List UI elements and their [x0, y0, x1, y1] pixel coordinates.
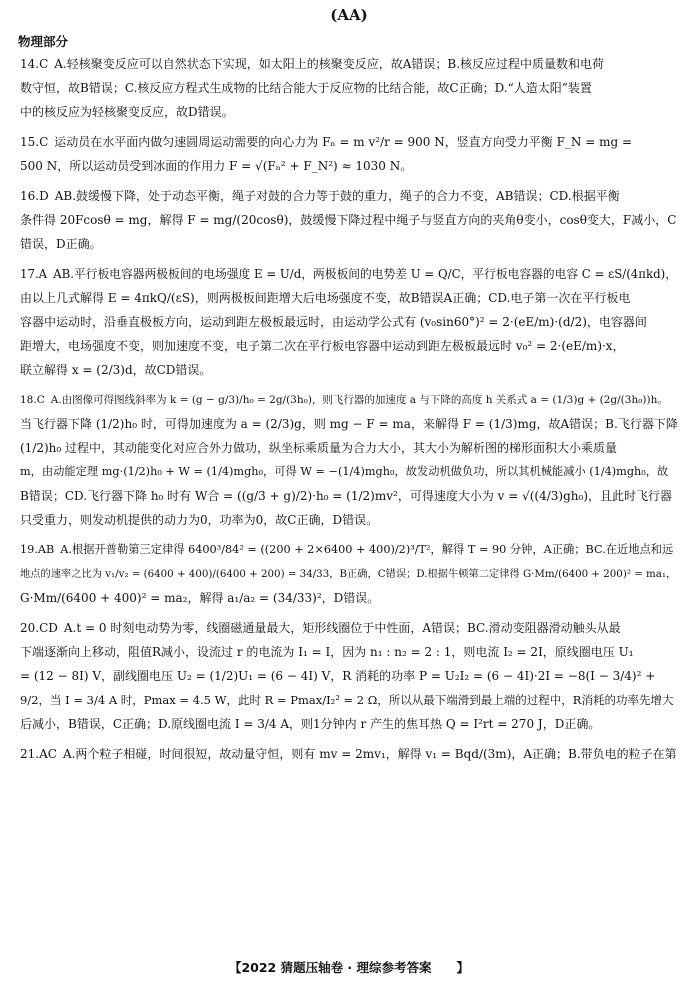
answer-text: A.t = 0 时刻电动势为零，线圈磁通量最大，矩形线圈位于中性面，A错误；BC.滑动变阻器滑动触头从最 [63, 621, 621, 635]
answer-line: G·Mm/(6400 + 400)² = ma₂，解得 a₁/a₂ = (34/33)²，D错误。 [20, 591, 380, 605]
answer-line: 容器中运动时，沿垂直极板方向，运动到距左极板最远时，由运动学公式有 (v₀sin60°)² = 2·(eE/m)·(d/2)，电容器间 [20, 315, 647, 329]
answer-item-18 [20, 388, 680, 532]
answer-number: 14.C [20, 57, 49, 71]
answer-line: 中的核反应为轻核聚变反应，故D错误。 [20, 105, 234, 119]
answer-text: AB.平行板电容器两极板间的电场强度 E = U/d，两极板间的电势差 U = Q/C，平行板电容器的电容 C = εS/(4πkd)， [53, 267, 677, 281]
answer-line: 联立解得 x = (2/3)d，故CD错误。 [20, 363, 212, 377]
page-footer: 【2022 猜题压轴卷 · 理综参考答案 】 [228, 960, 470, 975]
answer-line: 数守恒，故B错误；C.核反应方程式生成物的比结合能大于反应物的比结合能，故C正确；D.“人造太阳”装置 [20, 81, 592, 95]
answer-line: 由以上几式解得 E = 4πkQ/(εS)，则两极板间距增大后电场强度不变，故B错误A正确；CD.电子第一次在平行板电 [20, 291, 631, 305]
answers-body [20, 52, 680, 772]
answer-line [20, 52, 680, 76]
answer-line: 只受重力，则发动机提供的动力为0，功率为0，故C正确，D错误。 [20, 513, 379, 527]
answer-line: B错误；CD.飞行器下降 h₀ 时有 W合 = ((g/3 + g)/2)·h₀ = (1/2)mv²，可得速度大小为 v = √((4/3)gh₀)，且此时飞行器 [20, 489, 673, 503]
answer-number: 19.AB [20, 543, 55, 556]
answer-number: 18.C [20, 394, 45, 406]
answer-line [20, 388, 680, 412]
answer-line: 当飞行器下降 (1/2)h₀ 时，可得加速度为 a = (2/3)g，则 mg − F = ma，来解得 F = (1/3)mg，故A错误；B.飞行器下降 [20, 417, 678, 431]
answer-number: 20.CD [20, 621, 58, 635]
answer-item-21 [20, 742, 680, 766]
answer-item-20 [20, 616, 680, 736]
answer-line: (1/2)h₀ 过程中，其动能变化对应合外力做功，纵坐标乘质量为合力大小，其大小为解析图的梯形面积大小乘质量 [20, 441, 618, 455]
answer-line [20, 262, 680, 286]
answer-text: A.由图像可得图线斜率为 k = (g − g/3)/h₀ = 2g/(3h₀)，则飞行器的加速度 a 与下降的高度 h 关系式 a = (1/3)g + (2g/(3h₀))h。 [50, 394, 668, 406]
answer-text: AB.鼓缓慢下降，处于动态平衡，绳子对鼓的合力等于鼓的重力，绳子的合力不变，AB错误；CD.根据平衡 [54, 189, 620, 203]
answer-line [20, 742, 680, 766]
answer-item-19 [20, 538, 680, 610]
answer-line [20, 538, 680, 562]
answer-number: 16.D [20, 189, 49, 203]
answer-line: m，由动能定理 mg·(1/2)h₀ + W = (1/4)mgh₀，可得 W = −(1/4)mgh₀，故发动机做负功，所以其机械能减小 (1/4)mgh₀，故 [20, 465, 669, 478]
answer-line: 500 N，所以运动员受到冰面的作用力 F = √(Fₙ² + F_N²) ≈ 1030 N。 [20, 159, 413, 173]
answer-line [20, 616, 680, 640]
answer-line [20, 184, 680, 208]
answer-text: 运动员在水平面内做匀速圆周运动需要的向心力为 Fₙ = m v²/r = 900 N，竖直方向受力平衡 F_N = mg = [54, 135, 633, 149]
answer-line: 距增大，电场强度不变，则加速度不变，电子第二次在平行板电容器中运动到距左极板最远时 v₀² = 2·(eE/m)·x， [20, 339, 625, 353]
answer-line: 9/2，当 I = 3/4 A 时，Pmax = 4.5 W，此时 R = Pmax/I₂² = 2 Ω，所以从最下端滑到最上端的过程中，R消耗的功率先增大 [20, 693, 674, 707]
answer-line: 下端逐渐向上移动，阻值R减小，设流过 r 的电流为 I₁ = I，因为 n₁ : n₂ = 2 : 1，则电流 I₂ = 2I，原线圈电压 U₁ [20, 645, 634, 659]
answer-text: A.两个粒子相碰，时间很短，故动量守恒，则有 mv = 2mv₁，解得 v₁ = Bqd/(3m)，A正确；B.带负电的粒子在第 [62, 747, 677, 761]
paper-version-label: (AA) [330, 6, 368, 24]
answer-number: 15.C [20, 135, 49, 149]
answer-line: 条件得 20Fcosθ = mg，解得 F = mg/(20cosθ)，鼓缓慢下降过程中绳子与竖直方向的夹角θ变小，cosθ变大，F减小，C [20, 213, 677, 227]
answer-item-16 [20, 184, 680, 256]
answer-line [20, 130, 680, 154]
answer-item-15 [20, 130, 680, 178]
answer-line: 地点的速率之比为 v₁/v₂ = (6400 + 400)/(6400 + 200) = 34/33，B正确，C错误；D.根据牛顿第二定律得 G·Mm/(6400 + 200)² = ma₁， [20, 568, 677, 580]
answer-text: A.根据开普勒第三定律得 6400³/84² = ((200 + 2×6400 + 400)/2)³/T²，解得 T = 90 分钟，A正确；BC.在近地点和远 [60, 543, 674, 556]
answer-line: 后减小，B错误，C正确；D.原线圈电流 I = 3/4 A，则1分钟内 r 产生的焦耳热 Q = I²rt = 270 J，D正确。 [20, 717, 601, 731]
section-title: 物理部分 [18, 34, 69, 49]
answer-item-14 [20, 52, 680, 124]
answer-text: A.轻核聚变反应可以自然状态下实现，如太阳上的核聚变反应，故A错误；B.核反应过程中质量数和电荷 [54, 57, 605, 71]
answer-item-17 [20, 262, 680, 382]
answer-line: 错误，D正确。 [20, 237, 102, 251]
answer-number: 17.A [20, 267, 48, 281]
answer-number: 21.AC [20, 747, 57, 761]
answer-line: = (12 − 8I) V，副线圈电压 U₂ = (1/2)U₁ = (6 − 4I) V，R 消耗的功率 P = U₂I₂ = (6 − 4I)·2I = −8(I − 3/4)² + [20, 669, 656, 683]
